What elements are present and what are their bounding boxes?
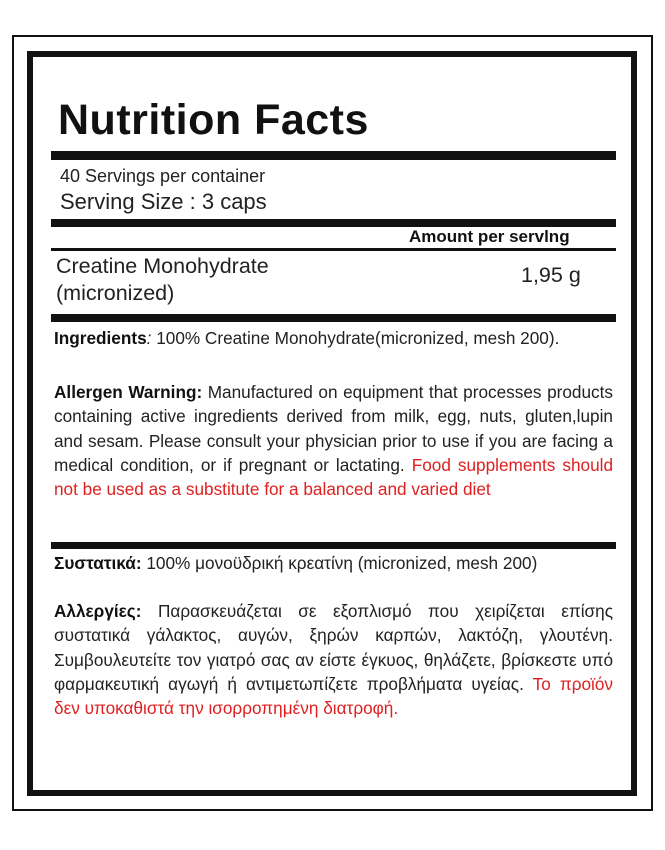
nutrient-amount: 1,95 g <box>521 263 581 287</box>
label-title: Nutrition Facts <box>58 96 369 144</box>
greek-allergen-text: Παρασκευάζεται σε εξοπλισμό που χειρίζεται επίσης συστατικά γάλακτος, αυγών, ξηρών καρπών, λακτόζη, γλουτένη. Συμβουλευτείτε τον γιατρό σας αν είστε έγκυος, θηλάζετε, βρίσκεστε υπό φαρμακευτική αγωγή ή αντιμετωπίζετε προβλήματα υγείας. <box>54 601 613 694</box>
header-divider <box>51 248 616 251</box>
english-ingredients-paragraph <box>54 326 613 350</box>
ingredients-label: Ingredients <box>54 328 147 348</box>
greek-ingredients-label: Συστατικά: <box>54 553 142 573</box>
allergen-text: Manufactured on equipment that processes products containing active ingredients derived from milk, egg, nuts, gluten,lupin and sesam. Please consult your physician prior to use if you are facing a medical condition, or if pregnant or lactating. <box>54 382 613 475</box>
english-allergen-paragraph <box>54 380 613 501</box>
ingredients-colon: : <box>146 328 152 348</box>
greek-allergen-label: Αλλεργίες: <box>54 601 142 621</box>
amount-per-serving-header: Amount per servlng <box>409 227 570 246</box>
title-divider <box>51 151 616 160</box>
greek-ingredients-text: 100% μονοϋδρική κρεατίνη (micronized, mesh 200) <box>141 553 538 573</box>
nutrient-name-line1: Creatine Monohydrate <box>56 254 269 278</box>
language-divider <box>51 542 616 549</box>
serving-size: Serving Size : 3 caps <box>60 189 267 214</box>
greek-ingredients-paragraph <box>54 551 613 575</box>
greek-allergen-paragraph <box>54 599 613 720</box>
supplement-warning: Food supplements should not be used as a substitute for a balanced and varied diet <box>54 454 614 500</box>
greek-supplement-warning: Το προϊόν δεν υποκαθιστά την ισορροπημένη διατροφή. <box>54 673 613 719</box>
servings-per-container: 40 Servings per container <box>60 166 266 186</box>
serving-divider <box>51 219 616 227</box>
nutrient-name-line2: (micronized) <box>56 281 175 305</box>
nutrient-divider <box>51 314 616 322</box>
allergen-label: Allergen Warning: <box>54 382 203 402</box>
ingredients-text: 100% Creatine Monohydrate(micronized, mesh 200). <box>151 328 560 348</box>
